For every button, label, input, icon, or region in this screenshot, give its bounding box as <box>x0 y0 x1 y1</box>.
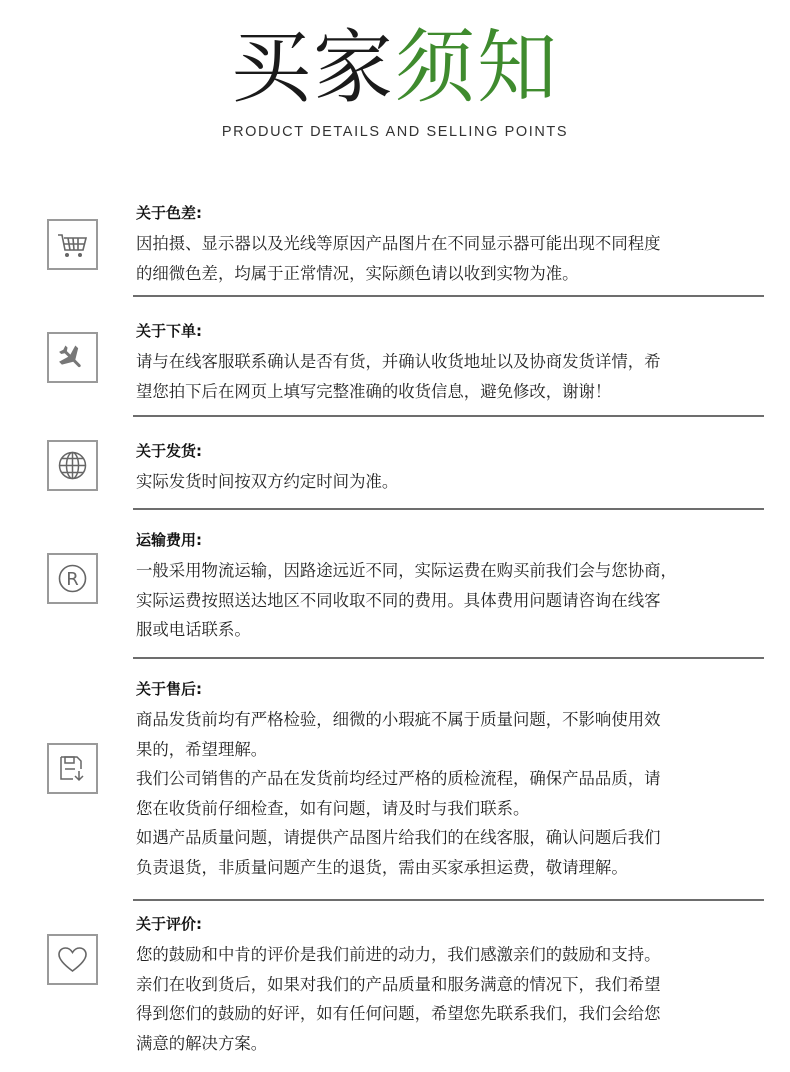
airplane-icon <box>47 332 98 383</box>
section-after-sales <box>136 679 748 882</box>
section-title: 关于下单: <box>136 322 202 340</box>
section-line: 负责退货，非质量问题产生的退货，需由买家承担运费，敬请理解。 <box>136 857 628 877</box>
section-title: 运输费用: <box>136 531 202 549</box>
section-divider <box>133 657 764 659</box>
section-line: 望您拍下后在网页上填写完整准确的收货信息，避免修改，谢谢！ <box>136 381 612 401</box>
section-line: 服或电话联系。 <box>136 620 251 639</box>
section-line: 亲们在收到货后，如果对我们的产品质量和服务满意的情况下，我们希望 <box>136 974 661 994</box>
section-color-difference <box>136 203 748 288</box>
page-subtitle: PRODUCT DETAILS AND SELLING POINTS <box>221 124 569 140</box>
section-shipping <box>136 441 748 497</box>
section-line: 商品发货前均有严格检验，细微的小瑕疵不属于质量问题，不影响使用效 <box>136 710 661 729</box>
title-main: 买家 <box>231 21 395 114</box>
section-line: 如遇产品质量问题，请提供产品图片给我们的在线客服，确认问题后我们 <box>136 828 661 847</box>
section-line: 得到您们的鼓励的好评，如有任何问题，希望您先联系我们，我们会给您 <box>136 1004 661 1023</box>
registered-icon <box>47 553 98 604</box>
section-line: 因拍摄、显示器以及光线等原因产品图片在不同显示器可能出现不同程度 <box>136 234 661 253</box>
section-shipping-costs <box>136 530 748 645</box>
heart-icon <box>47 934 98 985</box>
shopping-cart-icon <box>47 219 98 270</box>
section-divider <box>133 415 764 417</box>
section-title: 关于售后: <box>136 680 202 698</box>
section-line: 满意的解决方案。 <box>136 1033 268 1053</box>
save-download-icon <box>47 743 98 794</box>
section-line: 您的鼓励和中肯的评价是我们前进的动力，我们感激亲们的鼓励和支持。 <box>136 945 661 964</box>
section-divider <box>133 899 764 901</box>
section-title: 关于发货: <box>136 442 202 460</box>
section-line: 请与在线客服联系确认是否有货，并确认收货地址以及协商发货详情，希 <box>136 352 661 371</box>
section-line: 果的，希望理解。 <box>136 739 268 759</box>
section-divider <box>133 508 764 510</box>
section-reviews <box>136 914 748 1058</box>
page-title <box>0 20 790 116</box>
section-line: 一般采用物流运输，因路途远近不同，实际运费在购买前我们会与您协商， <box>136 561 677 580</box>
section-line: 的细微色差，均属于正常情况，实际颜色请以收到实物为准。 <box>136 263 579 283</box>
section-line: 实际运费按照送达地区不同收取不同的费用。具体费用问题请咨询在线客 <box>136 590 661 610</box>
section-line: 您在收货前仔细检查，如有问题，请及时与我们联系。 <box>136 798 530 818</box>
section-ordering <box>136 321 748 406</box>
globe-icon <box>47 440 98 491</box>
title-accent: 须知 <box>395 21 559 114</box>
section-title: 关于评价: <box>136 915 202 933</box>
section-title: 关于色差: <box>136 204 202 222</box>
section-line: 我们公司销售的产品在发货前均经过严格的质检流程，确保产品品质，请 <box>136 769 661 788</box>
section-line: 实际发货时间按双方约定时间为准。 <box>136 472 399 491</box>
svg-text:R: R <box>66 569 79 590</box>
page-header <box>0 20 790 140</box>
section-divider <box>133 295 764 297</box>
